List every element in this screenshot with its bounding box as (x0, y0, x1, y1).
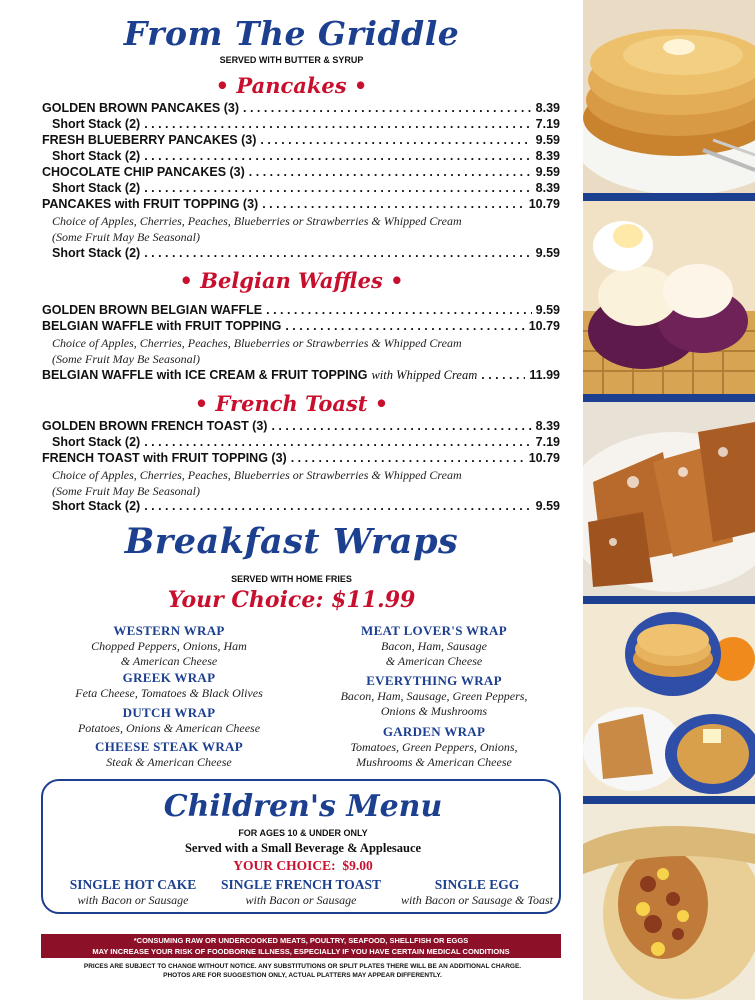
breakfast-combo-photo (583, 604, 755, 796)
toast-heading: • French Toast • (194, 391, 389, 416)
wrap-desc: Chopped Peppers, Onions, Ham (91, 639, 247, 653)
wrap-desc: Onions & Mushrooms (380, 704, 488, 718)
waffles-heading: • Belgian Waffles • (179, 268, 404, 293)
pancakes-photo (583, 0, 755, 193)
wrap-desc: Mushrooms & American Cheese (356, 755, 512, 769)
menu-item: GOLDEN BROWN FRENCH TOAST (3) . . . 8.39 (42, 419, 560, 435)
foodborne-warning: *CONSUMING RAW OR UNDERCOOKED MEATS, POULTRY, SEAFOOD, SHELLFISH OR EGGS MAY INCREASE YOUR RISK OF FOODBORNE ILLNESS, ESPECIALLY IF YOU HAVE CERTAIN MEDICAL CONDITIONS (41, 934, 561, 958)
fine-print: PRICES ARE SUBJECT TO CHANGE WITHOUT NOTICE. ANY SUBSTITUTIONS OR SPLIT PLATES THERE WILL BE AN ADDITIONAL CHARGE. (83, 963, 522, 970)
wrap-desc: Feta Cheese, Tomatoes & Black Olives (75, 686, 263, 700)
menu-item: PANCAKES with FRUIT TOPPING (3) . . . 10.79 (42, 197, 560, 213)
menu-item: BELGIAN WAFFLE with FRUIT TOPPING . . . 10.79 (42, 319, 560, 335)
menu-item: FRESH BLUEBERRY PANCAKES (3) . . . 9.59 (42, 133, 560, 149)
wraps-subtitle: SERVED WITH HOME FRIES (231, 574, 352, 584)
kids-item: SINGLE EGG with Bacon or Sausage & Toast (401, 877, 553, 907)
wrap-desc: Bacon, Ham, Sausage, Green Peppers, (340, 689, 528, 703)
wrap-desc: Steak & American Cheese (106, 755, 232, 769)
photo-column (583, 0, 755, 1000)
fine-print: PHOTOS ARE FOR SUGGESTION ONLY, ACTUAL PLATTERS MAY APPEAR DIFFERENTLY. (163, 972, 442, 979)
photo-divider (583, 796, 755, 804)
wrap-desc: & American Cheese (385, 654, 483, 668)
waffle-photo (583, 201, 755, 394)
menu-item: Short Stack (2) . . . 9.59 (52, 246, 560, 262)
menu-item: BELGIAN WAFFLE with ICE CREAM & FRUIT TOPPING with Whipped Cream . . . 11.99 (42, 368, 560, 384)
wrap-name: GREEK WRAP (122, 670, 216, 685)
wrap-name: MEAT LOVER'S WRAP (361, 623, 507, 638)
menu-item: Short Stack (2) . . . 9.59 (52, 499, 560, 515)
wraps-price: Your Choice: $11.99 (167, 587, 416, 613)
waffle-image (583, 201, 755, 394)
griddle-subtitle: SERVED WITH BUTTER & SYRUP (219, 55, 364, 65)
menu-item: Short Stack (2) . . . 8.39 (52, 149, 560, 165)
menu-item: CHOCOLATE CHIP PANCAKES (3) . . . 9.59 (42, 165, 560, 181)
wrap-desc: & American Cheese (120, 654, 218, 668)
wrap-name: CHEESE STEAK WRAP (95, 739, 243, 754)
fruit-note: Choice of Apples, Cherries, Peaches, Blueberries or Strawberries & Whipped Cream (52, 214, 462, 228)
menu-item: Short Stack (2) . . . 7.19 (52, 435, 560, 451)
breakfast-wrap-photo (583, 804, 755, 1000)
pancakes-heading: • Pancakes • (215, 73, 368, 98)
seasonal-note: (Some Fruit May Be Seasonal) (52, 484, 200, 498)
menu-item: GOLDEN BROWN PANCAKES (3) . . . 8.39 (42, 101, 560, 117)
french-toast-photo (583, 402, 755, 596)
wraps-title: Breakfast Wraps (124, 521, 459, 562)
breakfast-combo-image (583, 604, 755, 796)
french-toast-image (583, 402, 755, 596)
kids-price: YOUR CHOICE: $9.00 (233, 858, 373, 873)
menu-item: FRENCH TOAST with FRUIT TOPPING (3) . . . 10.79 (42, 451, 560, 467)
wrap-desc: Tomatoes, Green Peppers, Onions, (350, 740, 518, 754)
kids-title: Children's Menu (163, 789, 443, 824)
pancakes-image (583, 0, 755, 193)
menu-item: GOLDEN BROWN BELGIAN WAFFLE . . . 9.59 (42, 303, 560, 319)
menu-item: Short Stack (2) . . . 7.19 (52, 117, 560, 133)
menu-item: Short Stack (2) . . . 8.39 (52, 181, 560, 197)
kids-item: SINGLE FRENCH TOAST with Bacon or Sausage (220, 877, 382, 907)
wrap-name: GARDEN WRAP (382, 724, 486, 739)
wrap-desc: Potatoes, Onions & American Cheese (77, 721, 261, 735)
seasonal-note: (Some Fruit May Be Seasonal) (52, 352, 200, 366)
photo-divider (583, 394, 755, 402)
seasonal-note: (Some Fruit May Be Seasonal) (52, 230, 200, 244)
photo-divider (583, 193, 755, 201)
breakfast-wrap-image (583, 804, 755, 1000)
wrap-name: DUTCH WRAP (122, 705, 216, 720)
wrap-name: WESTERN WRAP (113, 623, 225, 638)
griddle-title: From The Griddle (123, 14, 460, 53)
kids-ages: FOR AGES 10 & UNDER ONLY (238, 828, 368, 838)
wrap-name: EVERYTHING WRAP (366, 673, 502, 688)
photo-divider (583, 596, 755, 604)
fruit-note: Choice of Apples, Cherries, Peaches, Blueberries or Strawberries & Whipped Cream (52, 468, 462, 482)
kids-item: SINGLE HOT CAKE with Bacon or Sausage (69, 877, 197, 907)
kids-served: Served with a Small Beverage & Applesauce (184, 841, 422, 855)
wrap-desc: Bacon, Ham, Sausage (381, 639, 487, 653)
childrens-menu-box (41, 779, 561, 914)
fruit-note: Choice of Apples, Cherries, Peaches, Blueberries or Strawberries & Whipped Cream (52, 336, 462, 350)
